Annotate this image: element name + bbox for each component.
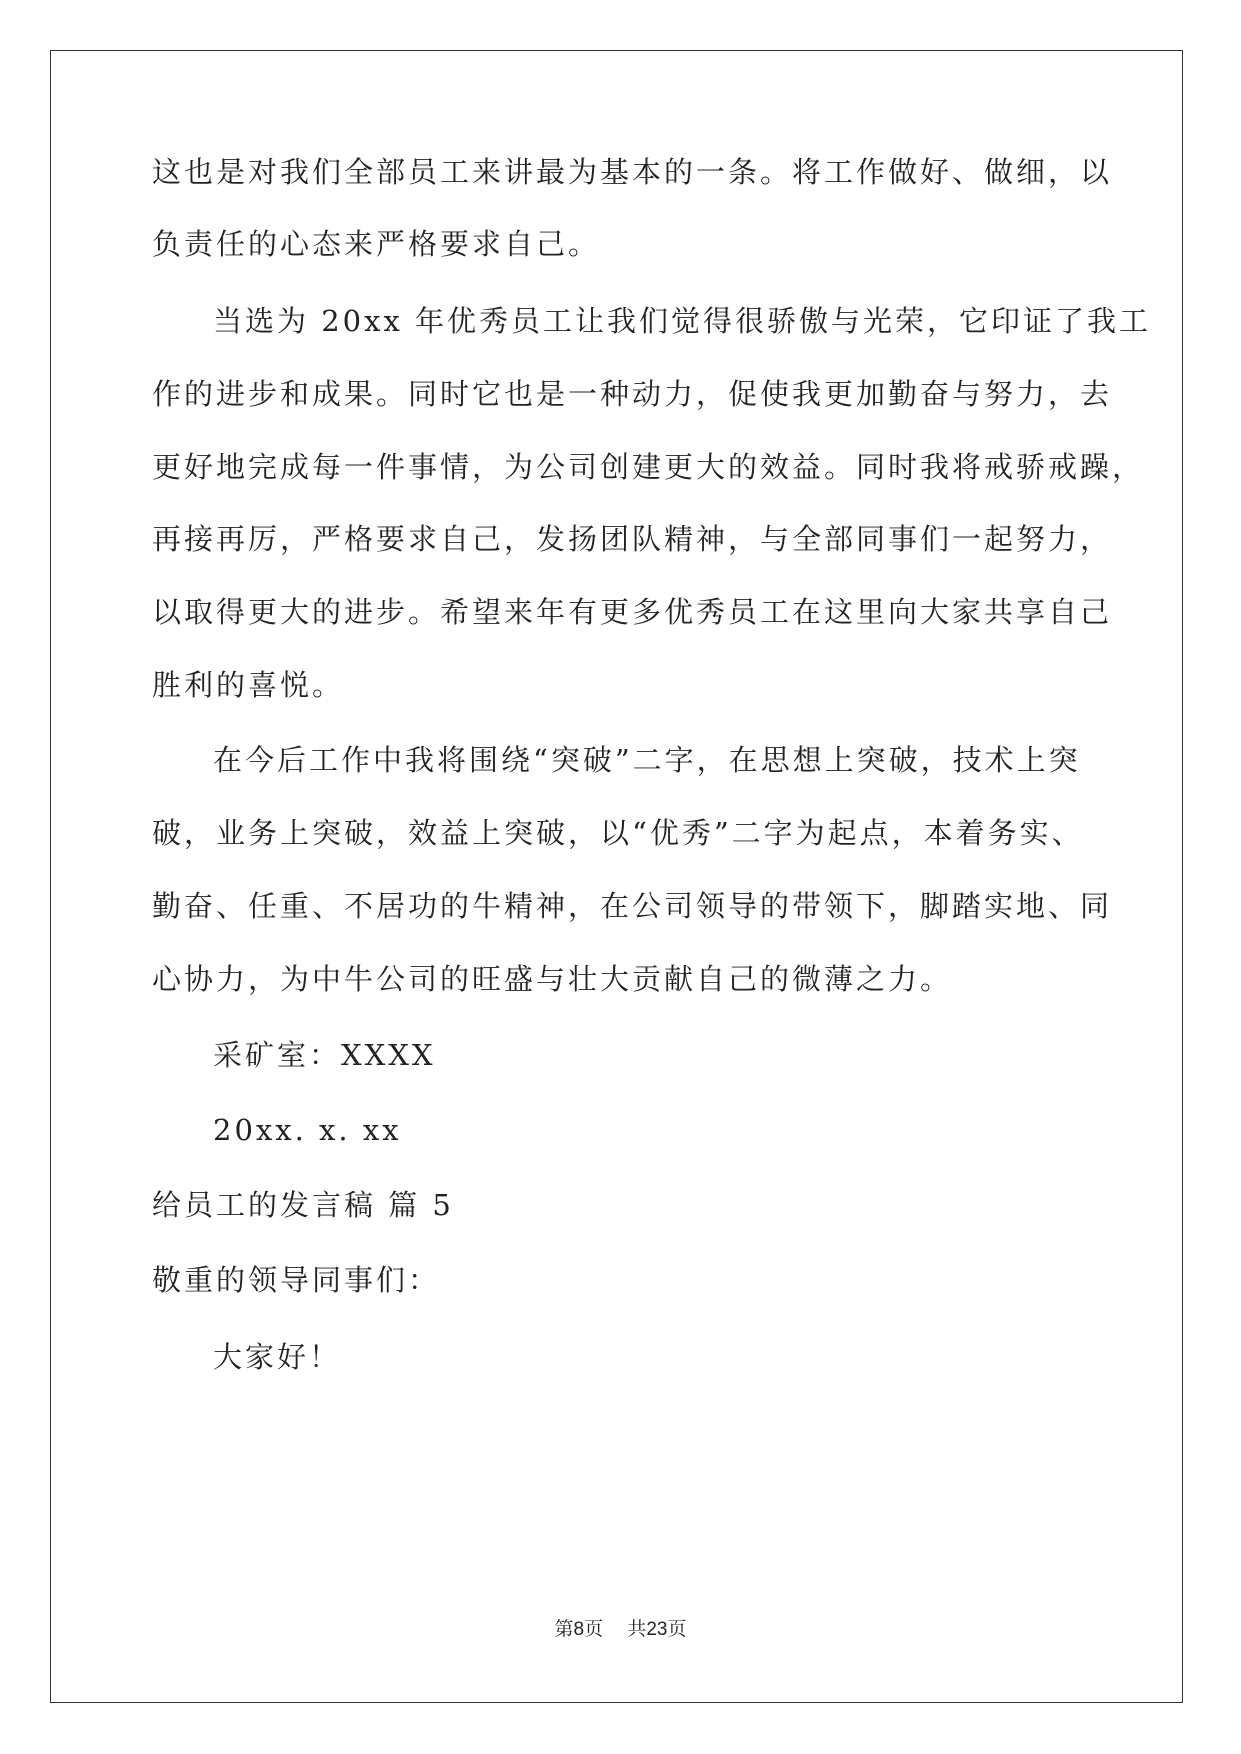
total-suffix: 页 <box>667 1618 687 1640</box>
paragraph-2-line-6: 胜利的喜悦。 <box>152 668 345 702</box>
greeting: 大家好！ <box>213 1340 342 1374</box>
paragraph-1-line-2: 负责任的心态来严格要求自己。 <box>152 227 601 261</box>
total-pages: 23 <box>646 1619 668 1640</box>
page-footer <box>0 1616 1241 1643</box>
total-prefix: 共 <box>627 1618 647 1640</box>
paragraph-2-line-2: 作的进步和成果。同时它也是一种动力，促使我更加勤奋与努力，去 <box>152 377 1113 411</box>
paragraph-3-line-2: 破，业务上突破，效益上突破，以“优秀”二字为起点，本着务实、 <box>152 816 1084 850</box>
page-number: 8 <box>573 1619 585 1640</box>
salutation: 敬重的领导同事们： <box>152 1263 441 1297</box>
paragraph-3-line-3: 勤奋、任重、不居功的牛精神，在公司领导的带领下，脚踏实地、同 <box>152 889 1113 923</box>
date: 20xx. x. xx <box>213 1113 402 1147</box>
signature: 采矿室：XXXX <box>213 1038 436 1072</box>
paragraph-2-line-1: 当选为 20xx 年优秀员工让我们觉得很骄傲与光荣，它印证了我工 <box>213 304 1152 338</box>
paragraph-2-line-5: 以取得更大的进步。希望来年有更多优秀员工在这里向大家共享自己 <box>152 595 1113 629</box>
paragraph-1-line-1: 这也是对我们全部员工来讲最为基本的一条。将工作做好、做细，以 <box>152 155 1113 189</box>
paragraph-2-line-4: 再接再厉，严格要求自己，发扬团队精神，与全部同事们一起努力， <box>152 522 1113 556</box>
page-suffix: 页 <box>584 1618 604 1640</box>
section-title: 给员工的发言稿 篇 5 <box>152 1188 454 1222</box>
paragraph-2-line-3: 更好地完成每一件事情，为公司创建更大的效益。同时我将戒骄戒躁， <box>152 450 1145 484</box>
paragraph-3-line-4: 心协力，为中牛公司的旺盛与壮大贡献自己的微薄之力。 <box>152 962 953 996</box>
page-border <box>50 50 1183 1703</box>
page-prefix: 第 <box>554 1618 574 1640</box>
paragraph-3-line-1: 在今后工作中我将围绕“突破”二字，在思想上突破，技术上突 <box>213 743 1081 777</box>
